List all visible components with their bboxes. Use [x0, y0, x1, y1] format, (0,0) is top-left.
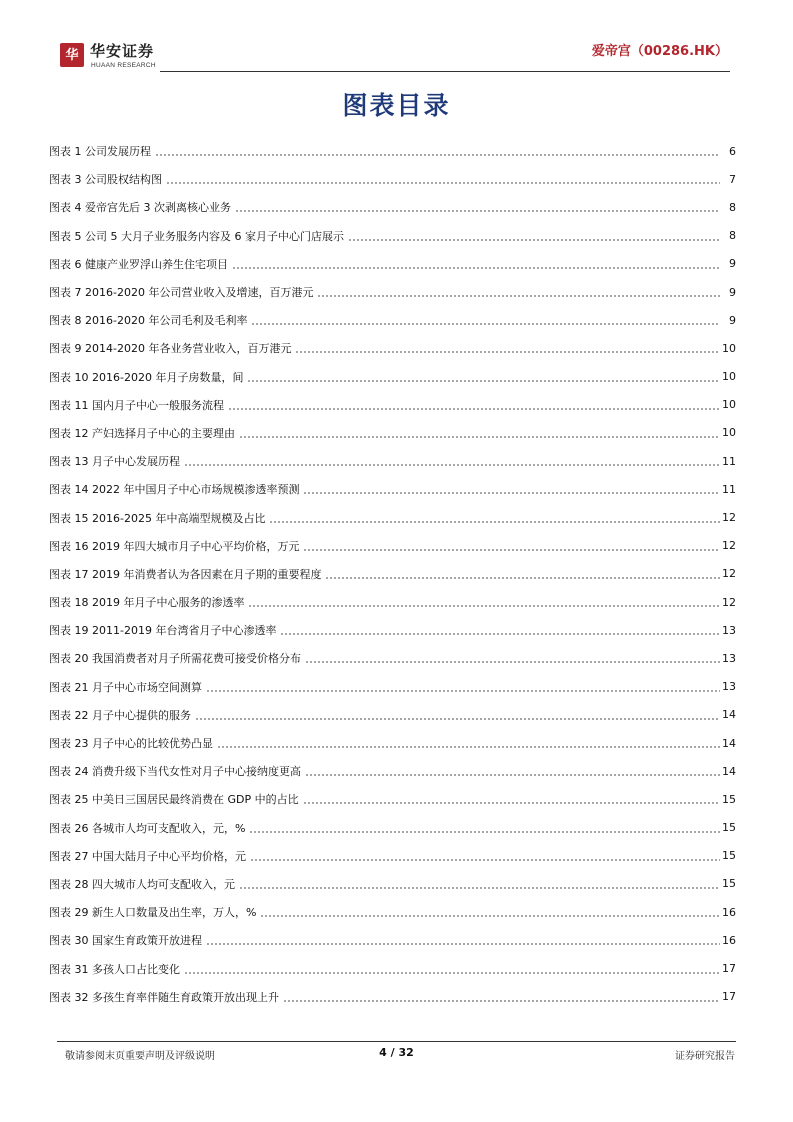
- toc-dot-leader: [228, 399, 720, 411]
- toc-entry-label[interactable]: 图表 4 爱帝宫先后 3 次剥离核心业务: [49, 201, 231, 215]
- toc-entry-page[interactable]: 17: [722, 962, 736, 976]
- toc-dot-leader: [248, 596, 720, 608]
- toc-entry-label[interactable]: 图表 27 中国大陆月子中心平均价格，元: [49, 849, 246, 863]
- toc-dot-leader: [235, 201, 720, 213]
- toc-entry-label[interactable]: 图表 24 消费升级下当代女性对月子中心接纳度更高: [49, 765, 301, 779]
- logo-text-cn: 华安证券: [90, 42, 155, 60]
- toc-entry[interactable]: [49, 391, 736, 419]
- toc-entry-label[interactable]: 图表 6 健康产业罗浮山养生住宅项目: [49, 257, 228, 271]
- page-header: [0, 0, 793, 80]
- toc-entry-page[interactable]: 9: [729, 285, 736, 299]
- page-title: 图表目录: [342, 91, 451, 120]
- toc-entry-page[interactable]: 9: [729, 257, 736, 271]
- toc-dot-leader: [239, 878, 720, 890]
- toc-dot-leader: [295, 342, 720, 354]
- toc-entry[interactable]: [49, 475, 736, 503]
- toc-entry[interactable]: [49, 983, 736, 1011]
- table-of-figures: [49, 137, 736, 1011]
- toc-entry-label[interactable]: 图表 25 中美日三国居民最终消费在 GDP 中的占比: [49, 793, 299, 807]
- toc-entry[interactable]: [49, 814, 736, 842]
- toc-entry[interactable]: [49, 137, 736, 165]
- toc-dot-leader: [325, 568, 720, 580]
- toc-entry[interactable]: [49, 701, 736, 729]
- toc-dot-leader: [250, 850, 720, 862]
- toc-dot-leader: [260, 906, 720, 918]
- toc-dot-leader: [303, 483, 720, 495]
- toc-dot-leader: [305, 652, 720, 664]
- footer-report-type: 证券研究报告: [675, 1051, 735, 1062]
- toc-entry-page[interactable]: 6: [729, 144, 736, 158]
- toc-entry-label[interactable]: 图表 14 2022 年中国月子中心市场规模渗透率预测: [49, 483, 300, 497]
- toc-entry[interactable]: [49, 250, 736, 278]
- toc-dot-leader: [249, 822, 720, 834]
- toc-entry-label[interactable]: 图表 12 产妇选择月子中心的主要理由: [49, 426, 235, 440]
- toc-entry-label[interactable]: 图表 5 公司 5 大月子业务服务内容及 6 家月子中心门店展示: [49, 229, 344, 243]
- toc-dot-leader: [251, 314, 720, 326]
- toc-entry-label[interactable]: 图表 16 2019 年四大城市月子中心平均价格，万元: [49, 539, 300, 553]
- toc-entry-label[interactable]: 图表 17 2019 年消费者认为各因素在月子期的重要程度: [49, 567, 322, 581]
- toc-entry-page[interactable]: 15: [722, 792, 736, 806]
- toc-entry-label[interactable]: 图表 8 2016-2020 年公司毛利及毛利率: [49, 314, 248, 328]
- logo-seal-icon: 华: [60, 43, 84, 67]
- toc-entry[interactable]: [49, 673, 736, 701]
- toc-entry-label[interactable]: 图表 31 多孩人口占比变化: [49, 962, 180, 976]
- toc-entry[interactable]: [49, 729, 736, 757]
- page-number: 4 / 32: [379, 1046, 414, 1059]
- toc-entry[interactable]: [49, 419, 736, 447]
- toc-entry-page[interactable]: 16: [722, 905, 736, 919]
- toc-entry-page[interactable]: 14: [722, 708, 736, 722]
- toc-entry-label[interactable]: 图表 26 各城市人均可支配收入，元，%: [49, 821, 246, 835]
- toc-dot-leader: [303, 540, 720, 552]
- toc-entry[interactable]: [49, 334, 736, 362]
- toc-entry-page[interactable]: 7: [729, 172, 736, 186]
- toc-dot-leader: [184, 455, 720, 467]
- toc-entry-page[interactable]: 8: [729, 229, 736, 243]
- toc-entry-page[interactable]: 16: [722, 933, 736, 947]
- toc-entry[interactable]: [49, 898, 736, 926]
- toc-dot-leader: [247, 371, 720, 383]
- toc-entry[interactable]: [49, 842, 736, 870]
- logo-text-en: HUAAN RESEARCH: [91, 62, 156, 69]
- toc-entry-page[interactable]: 10: [722, 341, 736, 355]
- toc-dot-leader: [348, 230, 720, 242]
- header-divider: [160, 71, 730, 72]
- toc-entry-page[interactable]: 17: [722, 990, 736, 1004]
- toc-dot-leader: [280, 624, 720, 636]
- toc-entry-label[interactable]: 图表 23 月子中心的比较优势凸显: [49, 737, 213, 751]
- toc-entry-page[interactable]: 13: [722, 651, 736, 665]
- toc-entry[interactable]: [49, 644, 736, 672]
- toc-entry-page[interactable]: 11: [722, 482, 736, 496]
- toc-entry[interactable]: [49, 447, 736, 475]
- toc-entry-page[interactable]: 14: [722, 736, 736, 750]
- toc-entry[interactable]: [49, 954, 736, 982]
- footer-divider: [57, 1041, 736, 1042]
- toc-entry-label[interactable]: 图表 21 月子中心市场空间测算: [49, 680, 202, 694]
- toc-entry[interactable]: [49, 560, 736, 588]
- toc-dot-leader: [232, 258, 720, 270]
- toc-entry[interactable]: [49, 165, 736, 193]
- toc-entry-page[interactable]: 15: [722, 821, 736, 835]
- toc-entry-label[interactable]: 图表 18 2019 年月子中心服务的渗透率: [49, 596, 245, 610]
- toc-entry-page[interactable]: 10: [722, 426, 736, 440]
- toc-entry[interactable]: [49, 306, 736, 334]
- toc-entry[interactable]: [49, 926, 736, 954]
- toc-entry-page[interactable]: 15: [722, 849, 736, 863]
- toc-entry[interactable]: [49, 532, 736, 560]
- toc-entry-page[interactable]: 11: [722, 454, 736, 468]
- toc-entry-label[interactable]: 图表 1 公司发展历程: [49, 145, 151, 159]
- toc-entry[interactable]: [49, 222, 736, 250]
- toc-entry-page[interactable]: 8: [729, 200, 736, 214]
- toc-dot-leader: [269, 512, 720, 524]
- footer-disclaimer: 敬请参阅末页重要声明及评级说明: [65, 1051, 215, 1062]
- toc-entry-label[interactable]: 图表 7 2016-2020 年公司营业收入及增速，百万港元: [49, 286, 314, 300]
- toc-entry-label[interactable]: 图表 22 月子中心提供的服务: [49, 708, 191, 722]
- toc-dot-leader: [184, 963, 720, 975]
- toc-entry-page[interactable]: 12: [722, 567, 736, 581]
- toc-entry-page[interactable]: 12: [722, 511, 736, 525]
- toc-dot-leader: [195, 709, 720, 721]
- toc-entry-label[interactable]: 图表 9 2014-2020 年各业务营业收入，百万港元: [49, 342, 292, 356]
- toc-dot-leader: [206, 934, 720, 946]
- toc-dot-leader: [166, 173, 720, 185]
- toc-entry-page[interactable]: 13: [722, 623, 736, 637]
- toc-entry[interactable]: [49, 278, 736, 306]
- toc-entry-page[interactable]: 14: [722, 764, 736, 778]
- toc-entry-page[interactable]: 12: [722, 539, 736, 553]
- toc-entry-page[interactable]: 12: [722, 595, 736, 609]
- toc-entry-label[interactable]: 图表 29 新生人口数量及出生率，万人，%: [49, 906, 257, 920]
- toc-entry-label[interactable]: 图表 32 多孩生育率伴随生育政策开放出现上升: [49, 990, 279, 1004]
- toc-entry-label[interactable]: 图表 11 国内月子中心一般服务流程: [49, 398, 224, 412]
- toc-entry-label[interactable]: 图表 13 月子中心发展历程: [49, 455, 180, 469]
- company-ticker: 爱帝宫（00286.HK）: [591, 44, 728, 59]
- toc-dot-leader: [155, 145, 720, 157]
- toc-entry-label[interactable]: 图表 19 2011-2019 年台湾省月子中心渗透率: [49, 624, 277, 638]
- toc-dot-leader: [217, 737, 720, 749]
- toc-dot-leader: [206, 681, 720, 693]
- toc-entry-label[interactable]: 图表 28 四大城市人均可支配收入，元: [49, 877, 235, 891]
- toc-entry-page[interactable]: 9: [729, 313, 736, 327]
- toc-entry-page[interactable]: 13: [722, 680, 736, 694]
- toc-dot-leader: [239, 427, 720, 439]
- toc-entry[interactable]: [49, 757, 736, 785]
- toc-entry[interactable]: [49, 785, 736, 813]
- toc-entry-label[interactable]: 图表 3 公司股权结构图: [49, 173, 162, 187]
- toc-dot-leader: [305, 765, 720, 777]
- toc-entry[interactable]: [49, 870, 736, 898]
- toc-entry-page[interactable]: 10: [722, 398, 736, 412]
- toc-entry[interactable]: [49, 363, 736, 391]
- toc-entry-label[interactable]: 图表 15 2016-2025 年中高端型规模及占比: [49, 511, 266, 525]
- toc-dot-leader: [283, 991, 720, 1003]
- toc-entry-page[interactable]: 15: [722, 877, 736, 891]
- toc-entry-label[interactable]: 图表 10 2016-2020 年月子房数量，间: [49, 370, 244, 384]
- toc-entry[interactable]: [49, 588, 736, 616]
- huaan-logo: [60, 40, 170, 74]
- toc-entry-label[interactable]: 图表 30 国家生育政策开放进程: [49, 934, 202, 948]
- toc-dot-leader: [303, 793, 720, 805]
- toc-dot-leader: [317, 286, 720, 298]
- toc-entry[interactable]: [49, 503, 736, 531]
- toc-entry-page[interactable]: 10: [722, 370, 736, 384]
- toc-entry[interactable]: [49, 616, 736, 644]
- toc-entry[interactable]: [49, 193, 736, 221]
- toc-entry-label[interactable]: 图表 20 我国消费者对月子所需花费可接受价格分布: [49, 652, 301, 666]
